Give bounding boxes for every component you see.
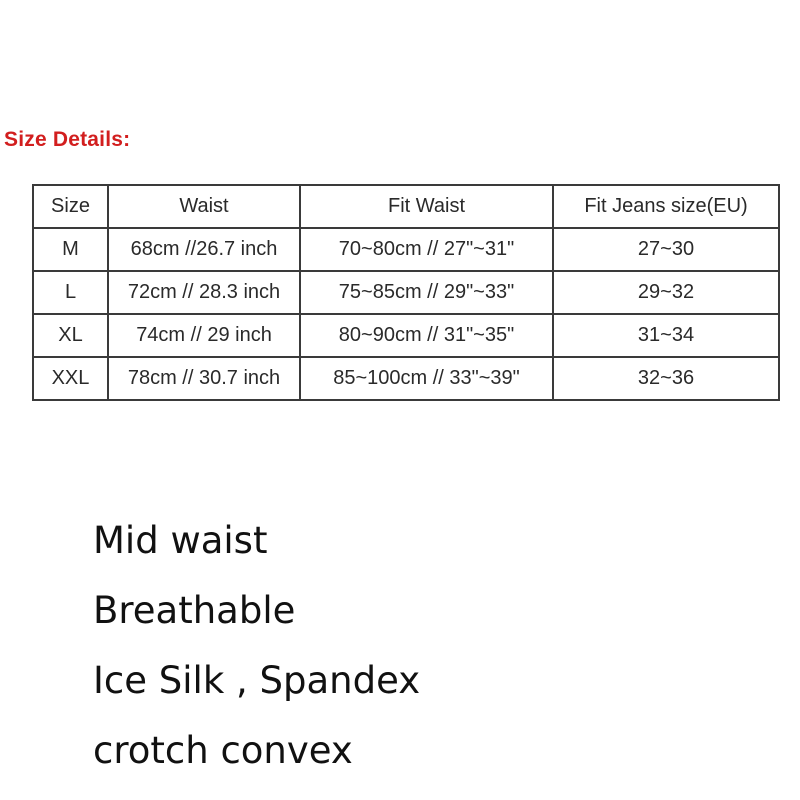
cell-waist: 68cm //26.7 inch <box>108 228 300 271</box>
cell-fit-waist: 70~80cm // 27"~31" <box>300 228 553 271</box>
feature-item-crotch-convex: crotch convex <box>93 729 353 772</box>
cell-waist: 72cm // 28.3 inch <box>108 271 300 314</box>
cell-size: XL <box>33 314 108 357</box>
header-fit-waist: Fit Waist <box>300 185 553 228</box>
feature-item-breathable: Breathable <box>93 589 296 632</box>
cell-fit-waist: 75~85cm // 29"~33" <box>300 271 553 314</box>
table-row <box>33 314 779 357</box>
cell-waist: 74cm // 29 inch <box>108 314 300 357</box>
cell-fit-jeans-size: 27~30 <box>553 228 779 271</box>
feature-item-material: Ice Silk , Spandex <box>93 659 421 702</box>
header-size: Size <box>33 185 108 228</box>
feature-list <box>93 512 420 792</box>
cell-fit-jeans-size: 32~36 <box>553 357 779 400</box>
cell-fit-waist: 85~100cm // 33"~39" <box>300 357 553 400</box>
table-row <box>33 271 779 314</box>
table-row <box>33 357 779 400</box>
table-header-row <box>33 185 779 228</box>
feature-item-mid-waist: Mid waist <box>93 519 268 562</box>
cell-waist: 78cm // 30.7 inch <box>108 357 300 400</box>
table-row <box>33 228 779 271</box>
cell-size: M <box>33 228 108 271</box>
size-chart-table <box>32 184 780 401</box>
header-waist: Waist <box>108 185 300 228</box>
cell-fit-jeans-size: 29~32 <box>553 271 779 314</box>
cell-fit-waist: 80~90cm // 31"~35" <box>300 314 553 357</box>
header-fit-jeans-size: Fit Jeans size(EU) <box>553 185 779 228</box>
size-details-heading: Size Details: <box>4 128 131 151</box>
cell-size: XXL <box>33 357 108 400</box>
cell-fit-jeans-size: 31~34 <box>553 314 779 357</box>
cell-size: L <box>33 271 108 314</box>
